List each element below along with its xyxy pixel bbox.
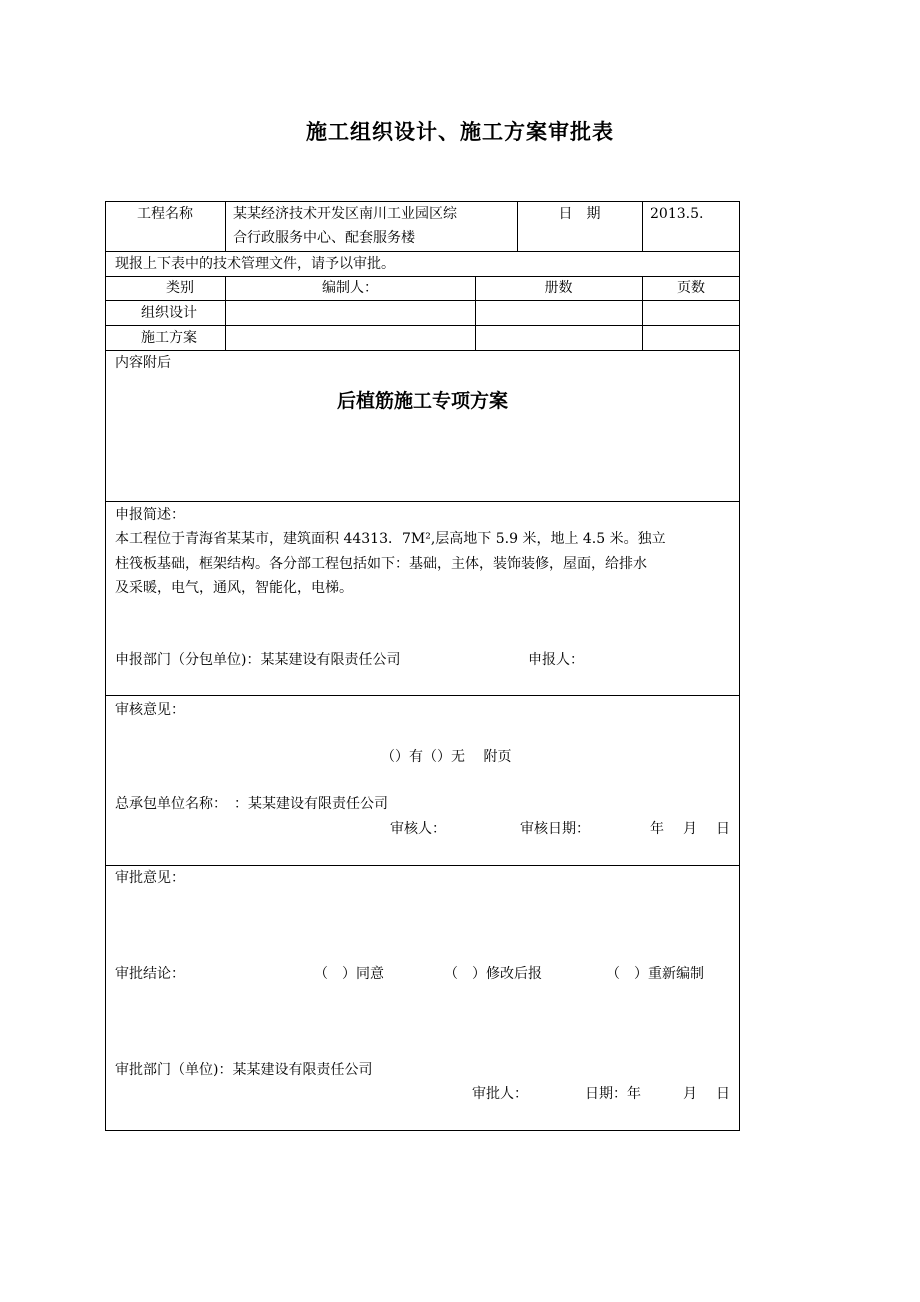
conclusion-label: 审批结论： — [115, 966, 185, 982]
contractor-name: 总承包单位名称： ：某某建设有限责任公司 — [115, 796, 388, 812]
page-title: 施工组织设计、施工方案审批表 — [306, 120, 614, 144]
request-text: 现报上下表中的技术管理文件，请予以审批。 — [115, 256, 395, 272]
divider — [105, 501, 740, 502]
option-revise: （ ）修改后报 — [444, 966, 542, 982]
divider — [642, 201, 643, 251]
divider — [105, 695, 740, 696]
divider — [105, 251, 740, 252]
col-pages: 页数 — [677, 280, 705, 296]
divider — [105, 350, 740, 351]
divider — [105, 865, 740, 866]
project-name-label: 工程名称 — [137, 206, 193, 222]
col-author: 编制人： — [322, 280, 378, 296]
review-label: 审核意见： — [115, 702, 185, 718]
approval-label: 审批意见： — [115, 870, 185, 886]
content-label: 内容附后 — [115, 355, 171, 371]
review-day: 日 — [716, 821, 730, 837]
approving-dept: 审批部门（单位)：某某建设有限责任公司 — [115, 1062, 373, 1078]
declaration-text: 本工程位于青海省某某市，建筑面积 44313．7M²,层高地下 5.9 米，地上 4.5 米。独立 — [115, 531, 666, 547]
approval-day: 日 — [716, 1086, 730, 1102]
approval-month: 月 — [683, 1086, 697, 1102]
plan-title: 后植筋施工专项方案 — [336, 390, 508, 412]
date-label: 日 期 — [558, 206, 601, 222]
option-agree: （ ）同意 — [314, 966, 384, 982]
divider — [105, 300, 740, 301]
col-category: 类别 — [166, 280, 194, 296]
divider — [105, 325, 740, 326]
review-date-label: 审核日期： — [520, 821, 590, 837]
approval-date-label: 日期：年 — [585, 1086, 641, 1102]
project-name-value: 某某经济技术开发区南川工业园区综 — [233, 206, 457, 222]
applicant-label: 申报人： — [528, 652, 584, 668]
declaration-text: 柱筏板基础，框架结构。各分部工程包括如下：基础，主体，装饰装修，屋面，给排水 — [115, 556, 647, 572]
col-volumes: 册数 — [544, 280, 573, 296]
declaration-label: 申报简述： — [115, 507, 185, 523]
row-category: 施工方案 — [141, 330, 197, 346]
approver-label: 审批人： — [472, 1086, 528, 1102]
review-month: 月 — [683, 821, 697, 837]
row-category: 组织设计 — [141, 305, 197, 321]
project-name-value-cont: 合行政服务中心、配套服务楼 — [233, 230, 415, 246]
divider — [225, 201, 226, 251]
declaring-dept: 申报部门（分包单位)：某某建设有限责任公司 — [115, 652, 401, 668]
reviewer-label: 审核人： — [390, 821, 446, 837]
attachment-options: （）有（）无 附页 — [381, 749, 512, 765]
option-recompile: （ ）重新编制 — [606, 966, 704, 982]
review-year: 年 — [650, 821, 664, 837]
date-value: 2013.5. — [650, 206, 704, 222]
declaration-text: 及采暖，电气，通风，智能化，电梯。 — [115, 580, 353, 596]
